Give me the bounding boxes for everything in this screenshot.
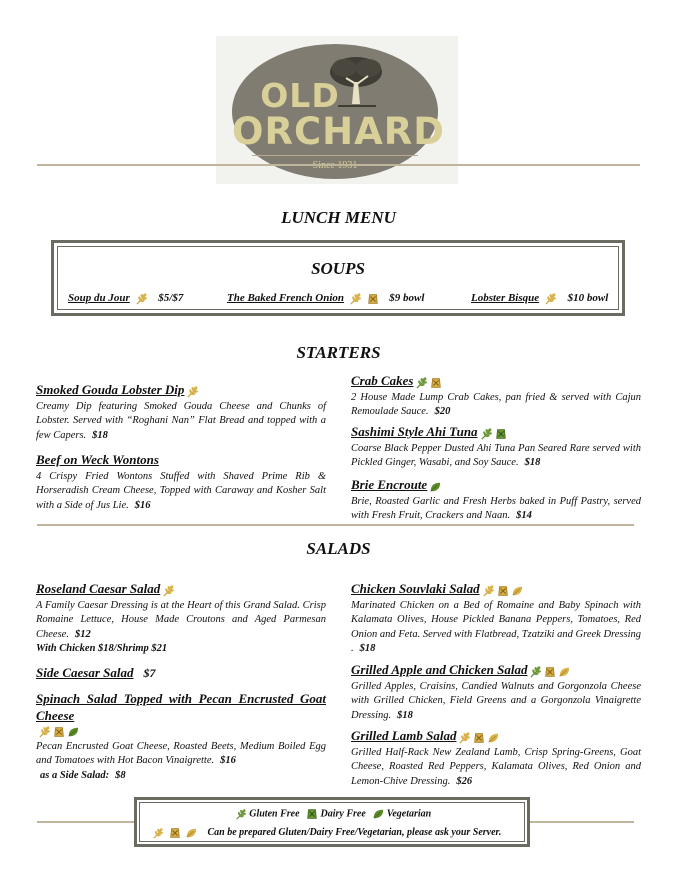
item-price: $18 [359,643,376,654]
logo-old-text: OLD [260,76,340,115]
soup-name: Lobster Bisque [471,292,540,305]
header-rule [37,164,640,166]
menu-item [351,727,641,789]
menu-item [36,664,326,683]
soup-name: The Baked French Onion [227,292,345,305]
item-name: Crab Cakes [351,373,414,388]
item-extra-label: as a Side Salad: [40,769,110,781]
page-title: LUNCH MENU [281,208,396,227]
gluten-free-icon [38,725,51,738]
soup-price: $5/$7 [158,292,184,305]
soup-name: Soup du Jour [68,292,130,305]
dairy-free-icon [473,732,485,744]
vegetarian-icon [429,481,441,493]
gluten-free-icon [152,827,164,839]
vegetarian-icon [558,666,570,678]
gluten-free-icon [235,808,247,820]
item-description: Grilled Half-Rack New Zealand Lamb, Crisp Spring-Greens, Goat Cheese, Roasted Red Peppers, Kalamata Olives, Red Onion and Lemon-Chive Dressing. [351,746,641,787]
item-description: Brie, Roasted Garlic and Fresh Herbs baked in Puff Pastry, served with Fresh Fruit, Crackers and Naan. [351,495,641,521]
soups-box [51,240,625,316]
item-price: $14 [516,510,532,521]
item-name: Side Caesar Salad [36,665,134,680]
item-name: Roseland Caesar Salad [36,581,161,596]
dairy-free-icon [169,827,181,839]
logo-rule [252,155,418,156]
dairy-free-icon [53,726,65,738]
legend-gluten-free: Gluten Free [249,808,300,820]
gluten-free-icon [458,731,471,744]
menu-item [36,451,326,513]
item-name: Spinach Salad Topped with Pecan Encrusted Goat Cheese [36,691,326,723]
soups-title: SOUPS [311,259,365,278]
vegetarian-icon [487,732,499,744]
gluten-free-icon [415,376,428,389]
soup-item [227,292,424,305]
dairy-free-icon [430,377,442,389]
item-description: A Family Caesar Dressing is at the Heart of this Grand Salad. Crisp Romaine Lettuce, House Made Croutons and Aged Parmesan Cheese. [36,599,326,640]
item-name: Brie Encroute [351,477,428,492]
menu-item [351,580,641,657]
item-name: Beef on Weck Wontons [36,452,159,467]
menu-item [36,690,326,783]
item-price: $20 [434,406,451,417]
dietary-legend [134,797,530,847]
footer-rule-left [37,821,134,823]
item-description: Grilled Apples, Craisins, Candied Walnuts and Gorgonzola Cheese with Grilled Chicken, Field Greens and a Gorgonzola Vinaigrette Dressing. [351,680,641,721]
menu-item [351,372,641,420]
item-description: Marinated Chicken on a Bed of Romaine and Baby Spinach with Kalamata Olives, House Pickled Banana Peppers, Tomatoes, Red Onion and Feta. Served with Flatbread, Tzatziki and Greek Dressing . [351,599,641,654]
dairy-free-icon [497,585,509,597]
gluten-free-icon [482,584,495,597]
dairy-free-icon [495,428,507,440]
section-rule [37,524,634,526]
dairy-free-icon [367,293,379,305]
dairy-free-icon [544,666,556,678]
menu-item [36,381,326,443]
item-name: Grilled Apple and Chicken Salad [351,662,528,677]
footer-rule-right [530,821,634,823]
menu-item [351,423,641,471]
item-name: Chicken Souvlaki Salad [351,581,480,596]
item-price: $12 [74,628,91,640]
vegetarian-icon [67,726,79,738]
item-price: $7 [143,666,156,680]
dairy-free-icon [306,808,318,820]
item-description: Coarse Black Pepper Dusted Ahi Tuna Pan Seared Rare served with Pickled Ginger, Wasabi, and Soy Sauce. [351,442,641,468]
legend-vegetarian: Vegetarian [386,808,432,820]
gluten-free-icon [529,665,542,678]
gluten-free-icon [544,292,557,305]
soup-price: $10 bowl [567,292,609,305]
item-description: 4 Crispy Fried Wontons Stuffed with Shaved Prime Rib & Horseradish Cream Cheese, Topped with Caraway and Kosher Salt with a Side of Jus Lie. [36,470,326,511]
gluten-free-icon [480,427,493,440]
item-price: $16 [220,755,236,766]
item-name: Sashimi Style Ahi Tuna [351,424,478,439]
item-price: $18 [92,429,108,441]
menu-item [36,580,326,657]
item-description: Pecan Encrusted Goat Cheese, Roasted Beets, Medium Boiled Egg and Tomatoes with Hot Bacon Vinaigrette. [36,740,326,766]
vegetarian-icon [185,827,197,839]
soup-price: $9 bowl [389,292,425,305]
menu-item [351,476,641,524]
vegetarian-icon [372,808,384,820]
item-price: $18 [524,457,541,468]
logo-orchard-text: ORCHARD [232,110,445,153]
item-extra-price: $8 [115,769,126,781]
starters-title: STARTERS [296,343,381,362]
soup-item [68,292,183,305]
gluten-free-icon [135,292,148,305]
legend-dairy-free: Dairy Free [320,808,366,820]
item-description: Creamy Dip featuring Smoked Gouda Cheese and Chunks of Lobster. Served with “Roghani Nan” Flat Bread and topped with a few Capers. [36,400,326,441]
item-price: $26 [456,775,473,787]
item-name: Grilled Lamb Salad [351,728,457,743]
gluten-free-icon [162,584,175,597]
gluten-free-icon [186,385,199,398]
salads-title: SALADS [306,539,371,558]
item-price: $18 [397,709,413,721]
vegetarian-icon [511,585,523,597]
legend-note: Can be prepared Gluten/Dairy Free/Vegetarian, please ask your Server. [207,827,502,839]
item-extra: With Chicken $18/Shrimp $21 [36,643,168,654]
item-name: Smoked Gouda Lobster Dip [36,382,185,397]
item-price: $16 [134,499,151,511]
item-description: 2 House Made Lump Crab Cakes, pan fried & served with Cajun Remoulade Sauce. [351,391,641,417]
soup-item [471,292,608,305]
menu-item [351,661,641,723]
gluten-free-icon [349,292,362,305]
